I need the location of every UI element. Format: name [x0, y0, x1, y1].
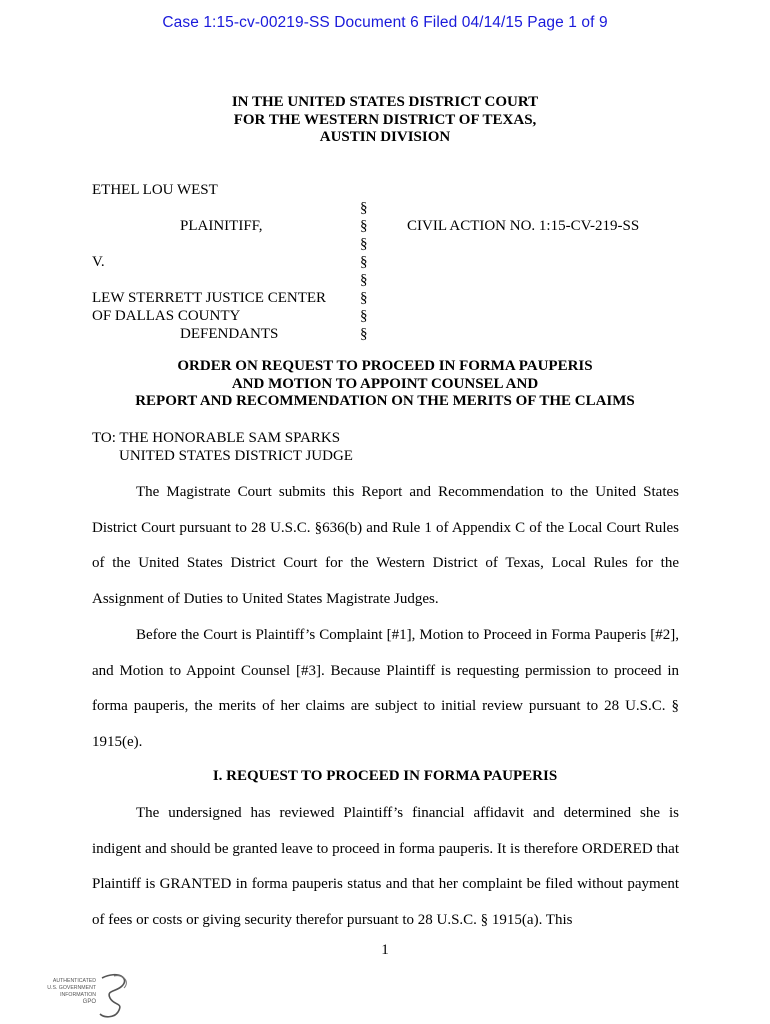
civil-action-number: CIVIL ACTION NO. 1:15-CV-219-SS	[407, 218, 640, 234]
section-symbol: §	[360, 236, 368, 252]
gpo-authenticated-seal-icon	[18, 972, 138, 1022]
addressee-line1: TO: THE HONORABLE SAM SPARKS	[92, 430, 341, 446]
defendant-role: DEFENDANTS	[180, 326, 279, 342]
svg-text:INFORMATION: INFORMATION	[60, 992, 96, 998]
court-title-line2: FOR THE WESTERN DISTRICT OF TEXAS,	[233, 111, 537, 128]
order-title-line1: ORDER ON REQUEST TO PROCEED IN FORMA PAUPERIS	[177, 358, 593, 374]
defendant-line1: LEW STERRETT JUSTICE CENTER	[92, 290, 327, 306]
page-number: 1	[381, 942, 389, 958]
addressee-block	[92, 429, 353, 465]
section-symbol-column	[360, 199, 368, 343]
addressee-line2: UNITED STATES DISTRICT JUDGE	[119, 448, 353, 464]
order-title	[0, 358, 770, 411]
court-title-line1: IN THE UNITED STATES DISTRICT COURT	[231, 94, 539, 110]
versus: V.	[92, 254, 105, 270]
section-symbol: §	[360, 290, 368, 306]
svg-text:GPO: GPO	[82, 999, 96, 1005]
section-symbol: §	[360, 326, 368, 342]
plaintiff-name: ETHEL LOU WEST	[92, 182, 218, 198]
body-paragraph: Before the Court is Plaintiff’s Complaint [#1], Motion to Proceed in Forma Pauperis [#2], and Motion to Appoint Counsel [#3]. Because Plaintiff is requesting permission to proceed in forma pauperis, the merits of her claims are subject to initial review pursuant to 28 U.S.C. § 1915(e).	[92, 627, 679, 750]
svg-text:AUTHENTICATED: AUTHENTICATED	[52, 978, 96, 984]
section-symbol: §	[360, 218, 368, 234]
svg-text:U.S. GOVERNMENT: U.S. GOVERNMENT	[47, 985, 96, 991]
case-header-stamp: Case 1:15-cv-00219-SS Document 6 Filed 04/14/15 Page 1 of 9	[162, 14, 608, 31]
section-symbol: §	[360, 200, 368, 216]
court-title	[0, 94, 770, 147]
section-symbol: §	[360, 272, 368, 288]
section-symbol: §	[360, 308, 368, 324]
order-title-line3: REPORT AND RECOMMENDATION ON THE MERITS OF THE CLAIMS	[135, 393, 635, 409]
body-paragraph: The Magistrate Court submits this Report and Recommendation to the United States District Court pursuant to 28 U.S.C. §636(b) and Rule 1 of Appendix C of the Local Court Rules of the United States District Court for the Western District of Texas, Local Rules for the Assignment of Duties to United States Magistrate Judges.	[92, 484, 679, 607]
court-title-line3: AUSTIN DIVISION	[319, 129, 451, 145]
defendant-line2: OF DALLAS COUNTY	[92, 308, 241, 324]
plaintiff-role: PLAINITIFF,	[180, 218, 263, 234]
body-paragraph: The undersigned has reviewed Plaintiff’s financial affidavit and determined she is indigent and should be granted leave to proceed in forma pauperis. It is therefore ORDERED that Plaintiff is GRANTED in forma pauperis status and that her complaint be filed without payment of fees or costs or giving security therefor pursuant to 28 U.S.C. § 1915(a). This	[92, 805, 679, 928]
section-symbol: §	[360, 254, 368, 270]
section-heading: I. REQUEST TO PROCEED IN FORMA PAUPERIS	[212, 768, 558, 784]
order-title-line2: AND MOTION TO APPOINT COUNSEL AND	[231, 375, 539, 392]
